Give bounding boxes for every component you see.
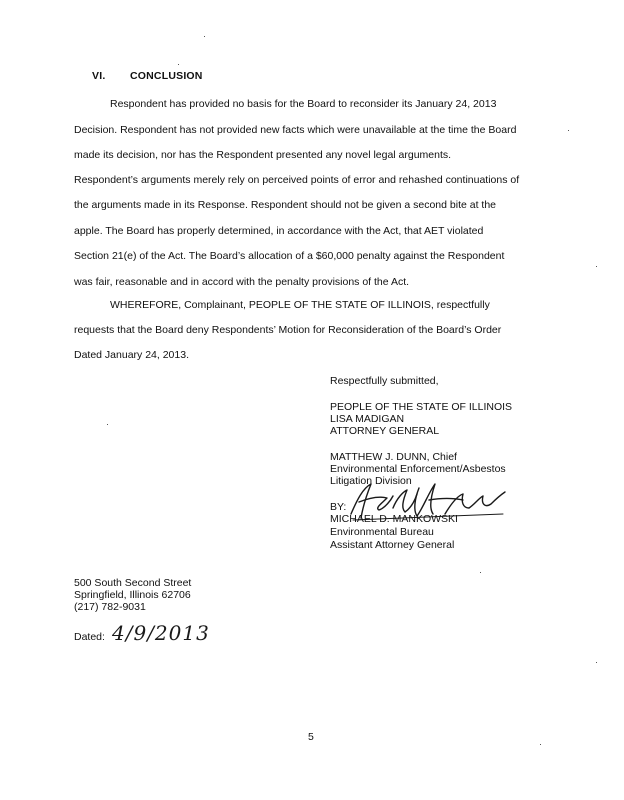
- body-line: WHEREFORE, Complainant, PEOPLE OF THE STATE OF ILLINOIS, respectfully: [110, 299, 490, 311]
- section-heading: [92, 70, 203, 82]
- attorney-general-name: LISA MADIGAN: [330, 413, 405, 425]
- address-city: Springfield, Illinois 62706: [74, 589, 191, 601]
- address-phone: (217) 782-9031: [74, 601, 146, 613]
- body-line: was fair, reasonable and in accord with the penalty provisions of the Act.: [74, 276, 410, 288]
- scan-speck: [540, 744, 541, 745]
- scan-speck: [204, 36, 205, 37]
- handwritten-date: 4/9/2013: [112, 621, 210, 645]
- scan-speck: [568, 130, 569, 131]
- scan-speck: [596, 266, 597, 267]
- page-number: 5: [308, 731, 314, 743]
- scan-speck: [596, 662, 597, 663]
- chief-name: MATTHEW J. DUNN, Chief: [330, 451, 457, 463]
- closing: Respectfully submitted,: [330, 375, 439, 387]
- body-line: made its decision, nor has the Respondent presented any novel legal arguments.: [74, 149, 452, 161]
- signer-bureau: Environmental Bureau: [330, 526, 434, 538]
- body-line: apple. The Board has properly determined, in accordance with the Act, that AET violated: [74, 225, 484, 237]
- scan-speck: [480, 572, 481, 573]
- body-line: Dated January 24, 2013.: [74, 349, 189, 361]
- by-label: BY:: [330, 501, 347, 513]
- attorney-general-title: ATTORNEY GENERAL: [330, 425, 440, 437]
- scan-speck: [107, 424, 108, 425]
- dated-label: Dated:: [74, 631, 105, 643]
- body-line: Section 21(e) of the Act. The Board’s allocation of a $60,000 penalty against the Respondent: [74, 250, 505, 262]
- address-street: 500 South Second Street: [74, 577, 192, 589]
- chief-division: Environmental Enforcement/Asbestos: [330, 463, 506, 475]
- section-number: VI.: [92, 70, 106, 82]
- body-line: Respondent’s arguments merely rely on perceived points of error and rehashed continuations of: [74, 174, 520, 186]
- signer-title: Assistant Attorney General: [330, 539, 455, 551]
- body-line: Decision. Respondent has not provided new facts which were unavailable at the time the Board: [74, 124, 517, 136]
- body-line: requests that the Board deny Respondents’ Motion for Reconsideration of the Board’s Order: [74, 324, 502, 336]
- body-line: the arguments made in its Response. Respondent should not be given a second bite at the: [74, 199, 497, 211]
- signer-name: MICHAEL D. MANKOWSKI: [330, 513, 458, 525]
- section-title: CONCLUSION: [130, 70, 203, 82]
- body-line: Respondent has provided no basis for the Board to reconsider its January 24, 2013: [110, 98, 497, 110]
- party-line: PEOPLE OF THE STATE OF ILLINOIS: [330, 401, 513, 413]
- scan-speck: [178, 64, 179, 65]
- chief-division-line2: Litigation Division: [330, 475, 412, 487]
